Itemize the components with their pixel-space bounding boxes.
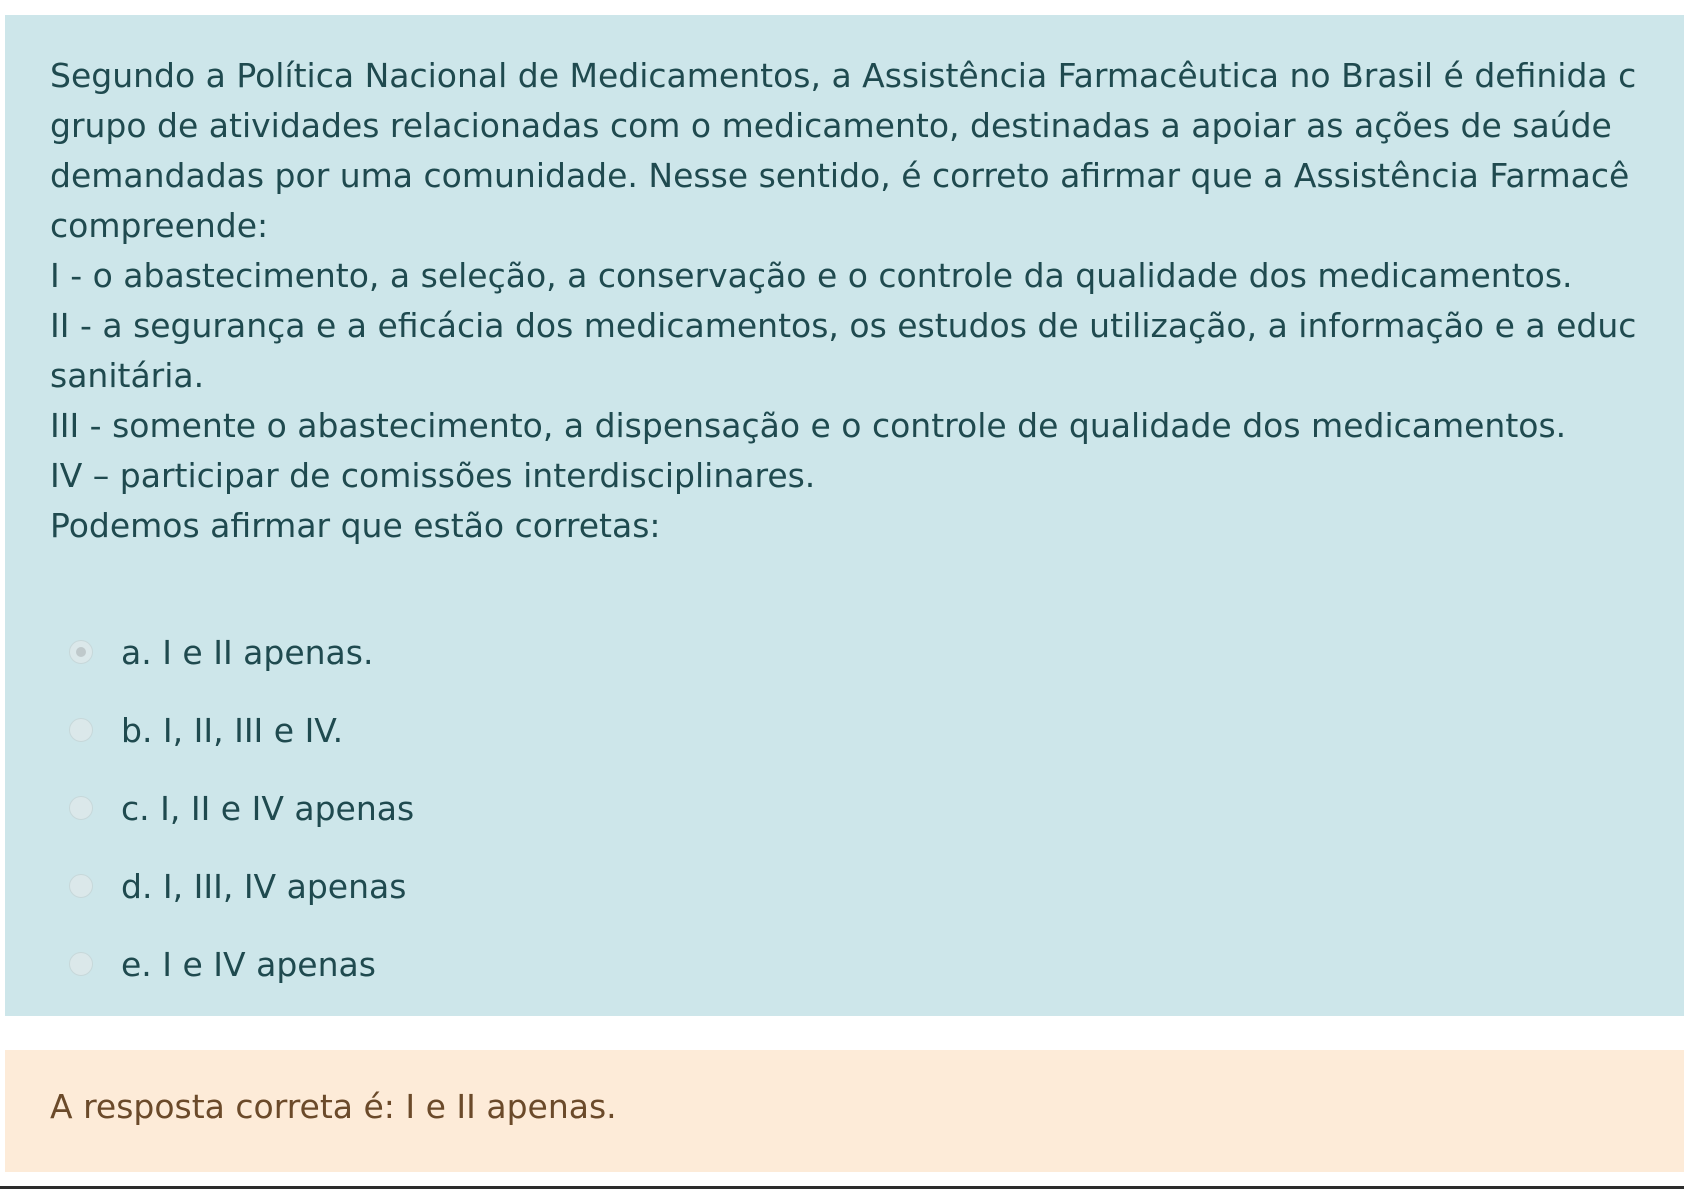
answer-option-c[interactable] [69,769,414,847]
correct-answer-feedback: A resposta correta é: I e II apenas. [50,1087,617,1126]
answer-options [69,613,414,1003]
answer-label[interactable]: e. I e IV apenas [121,944,376,984]
answer-option-e[interactable] [69,925,414,1003]
answer-option-a[interactable] [69,613,414,691]
radio-button[interactable] [69,952,93,976]
radio-button[interactable] [69,718,93,742]
answer-option-b[interactable] [69,691,414,769]
question-line: Segundo a Política Nacional de Medicamentos, a Assistência Farmacêutica no Brasil é definida c [50,56,1637,95]
answer-label[interactable]: b. I, II, III e IV. [121,710,344,750]
radio-button[interactable] [69,796,93,820]
question-prompt: Podemos afirmar que estão corretas: [50,506,661,545]
statement-ii: II - a segurança e a eficácia dos medicamentos, os estudos de utilização, a informação e a educ [50,306,1637,345]
question-panel [5,15,1684,1016]
bottom-divider [0,1186,1684,1189]
statement-iii: III - somente o abastecimento, a dispensação e o controle de qualidade dos medicamentos. [50,406,1567,445]
statement-ii-continued: sanitária. [50,356,205,395]
answer-option-d[interactable] [69,847,414,925]
statement-iv: IV – participar de comissões interdisciplinares. [50,456,816,495]
statement-i: I - o abastecimento, a seleção, a conservação e o controle da qualidade dos medicamentos. [50,256,1573,295]
question-line: compreende: [50,206,269,245]
answer-label[interactable]: d. I, III, IV apenas [121,866,407,906]
question-line: demandadas por uma comunidade. Nesse sentido, é correto afirmar que a Assistência Farmacê [50,156,1630,195]
question-text [50,51,1684,551]
radio-button[interactable] [69,874,93,898]
answer-label[interactable]: c. I, II e IV apenas [121,788,415,828]
answer-label[interactable]: a. I e II apenas. [121,632,374,672]
radio-button-selected[interactable] [69,640,93,664]
feedback-panel [5,1050,1684,1172]
question-line: grupo de atividades relacionadas com o medicamento, destinadas a apoiar as ações de saúde [50,106,1612,145]
